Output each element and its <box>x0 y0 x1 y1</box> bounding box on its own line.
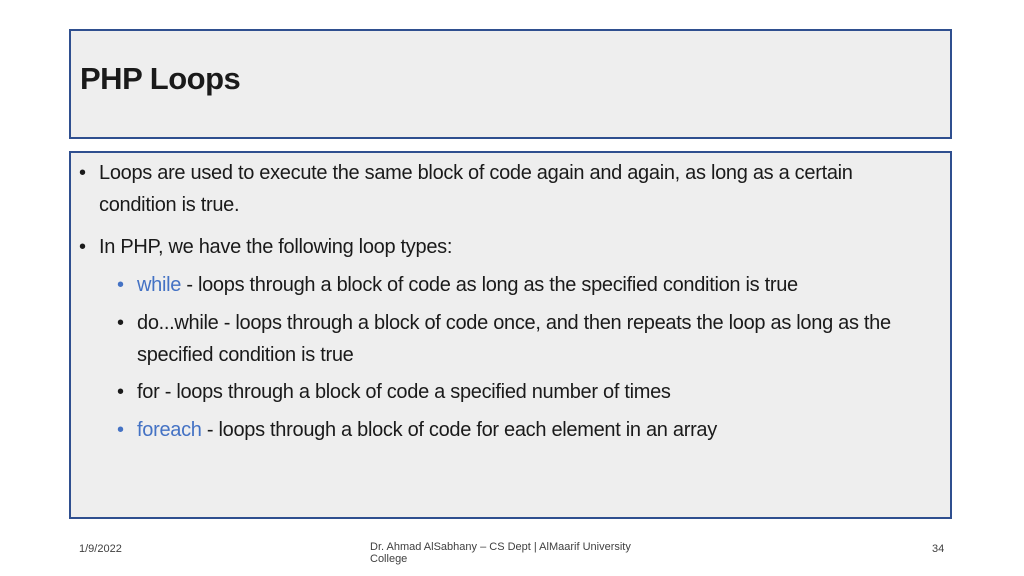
sub-item-while <box>117 269 937 301</box>
bullet-marker: • <box>79 162 86 184</box>
bullet-marker: • <box>117 381 124 403</box>
sub-item-do-while <box>117 307 937 371</box>
footer-author: Dr. Ahmad AlSabhany – CS Dept | AlMaarif University College <box>370 541 631 565</box>
keyword-foreach: foreach <box>137 419 202 441</box>
content-box <box>69 151 952 519</box>
slide-title: PHP Loops <box>80 61 241 96</box>
sub-item-do-while-line-1: do...while - loops through a block of code once, and then repeats the loop as long as the <box>137 312 891 334</box>
bullet-item-2-text: In PHP, we have the following loop types: <box>99 236 453 258</box>
keyword-while: while <box>137 274 182 296</box>
bullet-item-1-line-1: Loops are used to execute the same block of code again and again, as long as a certain <box>99 162 853 184</box>
sub-item-foreach <box>117 414 937 446</box>
bullet-marker: • <box>79 236 86 258</box>
sub-item-do-while-line-2: specified condition is true <box>137 344 354 366</box>
title-box <box>69 29 952 139</box>
bullet-item-1 <box>79 157 929 221</box>
sub-item-foreach-text: - loops through a block of code for each element in an array <box>201 419 717 441</box>
sub-item-for-text: for - loops through a block of code a specified number of times <box>137 381 671 403</box>
bullet-marker: • <box>117 312 124 334</box>
bullet-item-2 <box>79 231 929 263</box>
bullet-marker: • <box>117 274 124 296</box>
bullet-item-1-line-2: condition is true. <box>99 194 240 216</box>
sub-item-for <box>117 376 937 408</box>
sub-item-while-text: - loops through a block of code as long as the specified condition is true <box>181 274 798 296</box>
footer-page-number: 34 <box>932 543 945 555</box>
bullet-marker: • <box>117 419 124 441</box>
footer-date: 1/9/2022 <box>79 543 122 555</box>
